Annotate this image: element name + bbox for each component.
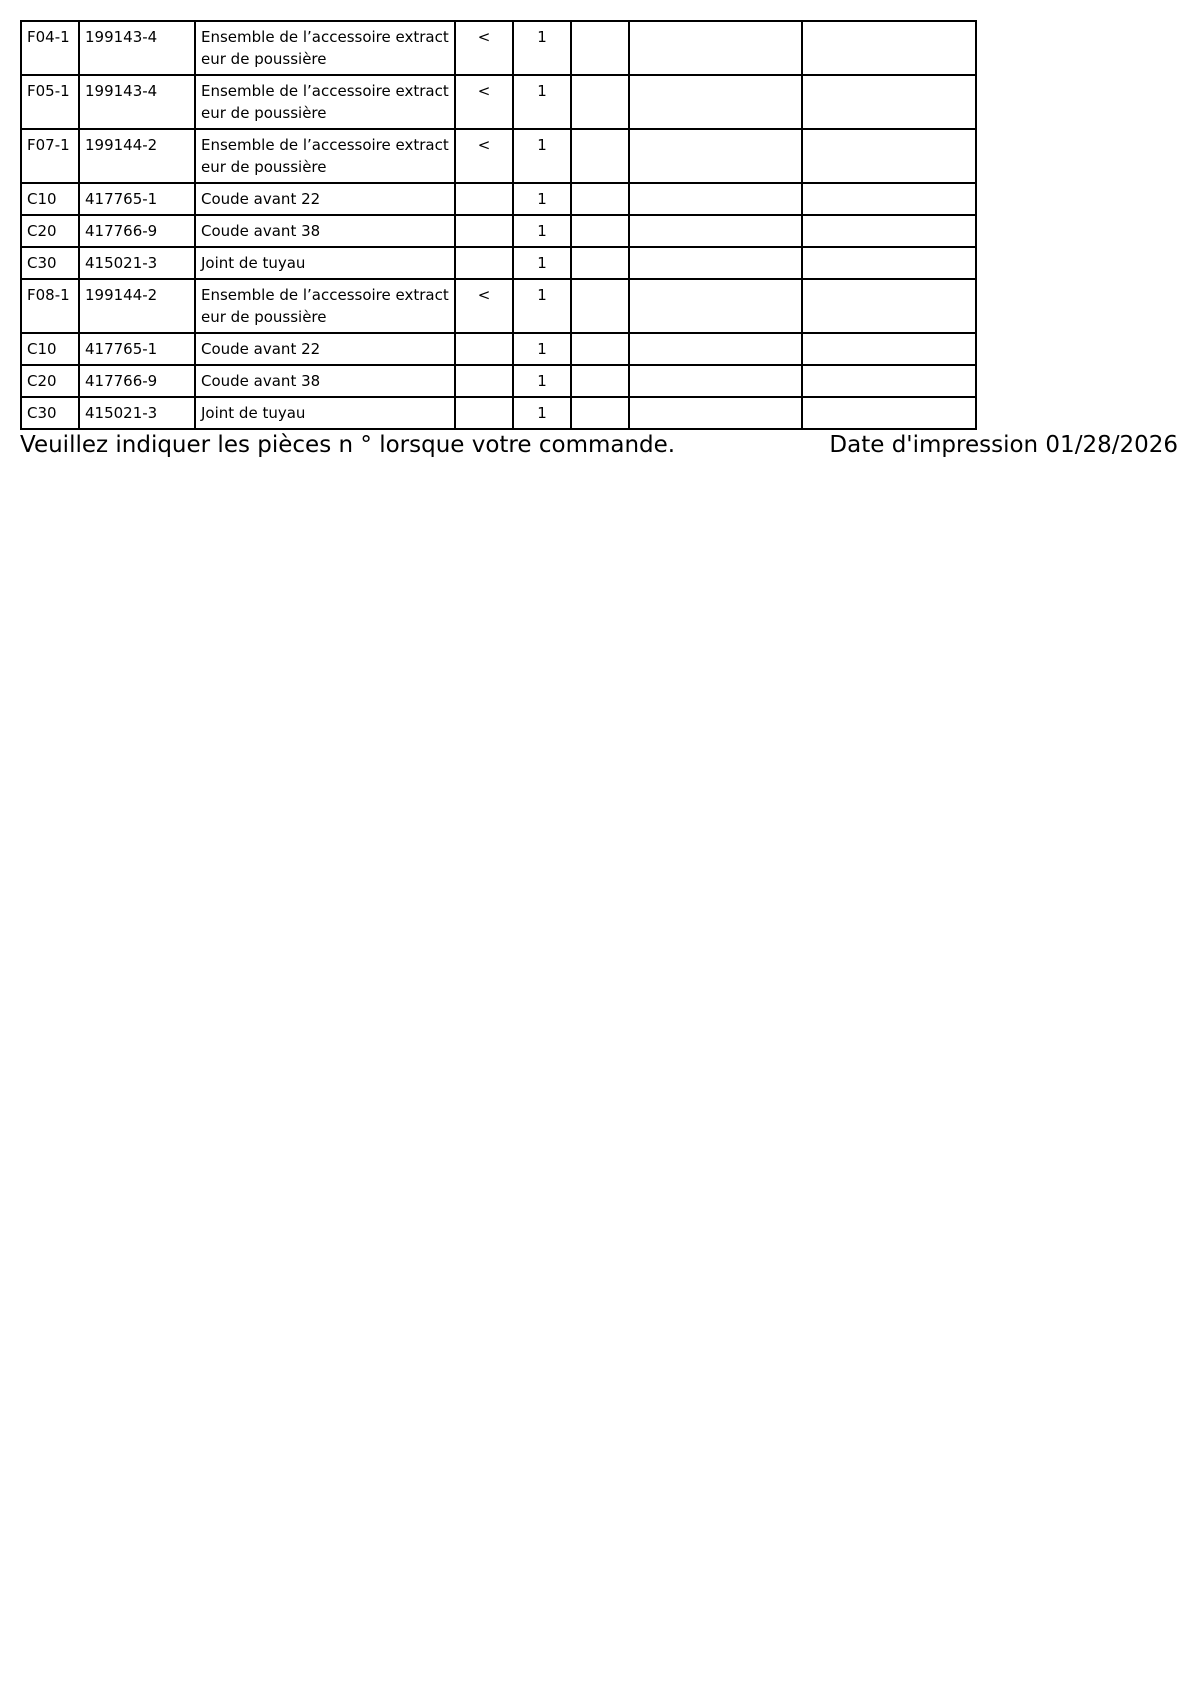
table-row	[21, 129, 976, 183]
ref-cell: C30	[21, 397, 79, 429]
description-cell: Coude avant 22	[195, 333, 455, 365]
description-cell: Ensemble de l’accessoire extracteur de poussière	[195, 75, 455, 129]
empty-cell	[629, 215, 802, 247]
order-note: Veuillez indiquer les pièces n ° lorsque votre commande.	[20, 432, 676, 458]
description-cell: Coude avant 22	[195, 183, 455, 215]
ref-cell: F05-1	[21, 75, 79, 129]
description-cell: Ensemble de l’accessoire extracteur de poussière	[195, 129, 455, 183]
part-number-cell: 415021-3	[79, 397, 195, 429]
mark-cell: <	[455, 279, 513, 333]
ref-cell: C30	[21, 247, 79, 279]
empty-cell	[802, 365, 976, 397]
empty-cell	[571, 279, 629, 333]
description-cell: Joint de tuyau	[195, 247, 455, 279]
description-cell: Coude avant 38	[195, 215, 455, 247]
part-number-cell: 417766-9	[79, 215, 195, 247]
empty-cell	[571, 21, 629, 75]
empty-cell	[802, 397, 976, 429]
table-row	[21, 183, 976, 215]
ref-cell: C10	[21, 183, 79, 215]
quantity-cell: 1	[513, 183, 571, 215]
description-cell: Ensemble de l’accessoire extracteur de poussière	[195, 279, 455, 333]
empty-cell	[571, 215, 629, 247]
quantity-cell: 1	[513, 215, 571, 247]
mark-cell	[455, 397, 513, 429]
empty-cell	[629, 333, 802, 365]
quantity-cell: 1	[513, 129, 571, 183]
mark-cell	[455, 333, 513, 365]
part-number-cell: 199144-2	[79, 129, 195, 183]
empty-cell	[629, 21, 802, 75]
empty-cell	[571, 183, 629, 215]
ref-cell: F07-1	[21, 129, 79, 183]
part-number-cell: 415021-3	[79, 247, 195, 279]
empty-cell	[802, 279, 976, 333]
empty-cell	[629, 129, 802, 183]
description-cell: Joint de tuyau	[195, 397, 455, 429]
quantity-cell: 1	[513, 365, 571, 397]
empty-cell	[629, 183, 802, 215]
ref-cell: F08-1	[21, 279, 79, 333]
quantity-cell: 1	[513, 247, 571, 279]
print-date: Date d'impression 01/28/2026	[829, 432, 1178, 458]
empty-cell	[571, 397, 629, 429]
table-row	[21, 333, 976, 365]
empty-cell	[571, 129, 629, 183]
quantity-cell: 1	[513, 21, 571, 75]
empty-cell	[629, 247, 802, 279]
ref-cell: F04-1	[21, 21, 79, 75]
mark-cell: <	[455, 75, 513, 129]
quantity-cell: 1	[513, 397, 571, 429]
mark-cell: <	[455, 21, 513, 75]
empty-cell	[802, 75, 976, 129]
part-number-cell: 417765-1	[79, 183, 195, 215]
table-row	[21, 215, 976, 247]
table-row	[21, 21, 976, 75]
part-number-cell: 417766-9	[79, 365, 195, 397]
table-row	[21, 279, 976, 333]
mark-cell	[455, 183, 513, 215]
empty-cell	[571, 333, 629, 365]
table-row	[21, 397, 976, 429]
quantity-cell: 1	[513, 279, 571, 333]
mark-cell	[455, 215, 513, 247]
empty-cell	[802, 129, 976, 183]
ref-cell: C20	[21, 215, 79, 247]
empty-cell	[629, 365, 802, 397]
empty-cell	[629, 75, 802, 129]
table-row	[21, 75, 976, 129]
part-number-cell: 199143-4	[79, 21, 195, 75]
ref-cell: C10	[21, 333, 79, 365]
parts-table	[20, 20, 977, 430]
part-number-cell: 417765-1	[79, 333, 195, 365]
empty-cell	[802, 333, 976, 365]
quantity-cell: 1	[513, 75, 571, 129]
ref-cell: C20	[21, 365, 79, 397]
table-row	[21, 365, 976, 397]
empty-cell	[802, 215, 976, 247]
quantity-cell: 1	[513, 333, 571, 365]
part-number-cell: 199144-2	[79, 279, 195, 333]
empty-cell	[802, 247, 976, 279]
empty-cell	[629, 279, 802, 333]
empty-cell	[802, 21, 976, 75]
mark-cell: <	[455, 129, 513, 183]
part-number-cell: 199143-4	[79, 75, 195, 129]
table-row	[21, 247, 976, 279]
description-cell: Coude avant 38	[195, 365, 455, 397]
empty-cell	[571, 247, 629, 279]
mark-cell	[455, 365, 513, 397]
description-cell: Ensemble de l’accessoire extracteur de poussière	[195, 21, 455, 75]
empty-cell	[571, 75, 629, 129]
mark-cell	[455, 247, 513, 279]
empty-cell	[629, 397, 802, 429]
empty-cell	[571, 365, 629, 397]
empty-cell	[802, 183, 976, 215]
